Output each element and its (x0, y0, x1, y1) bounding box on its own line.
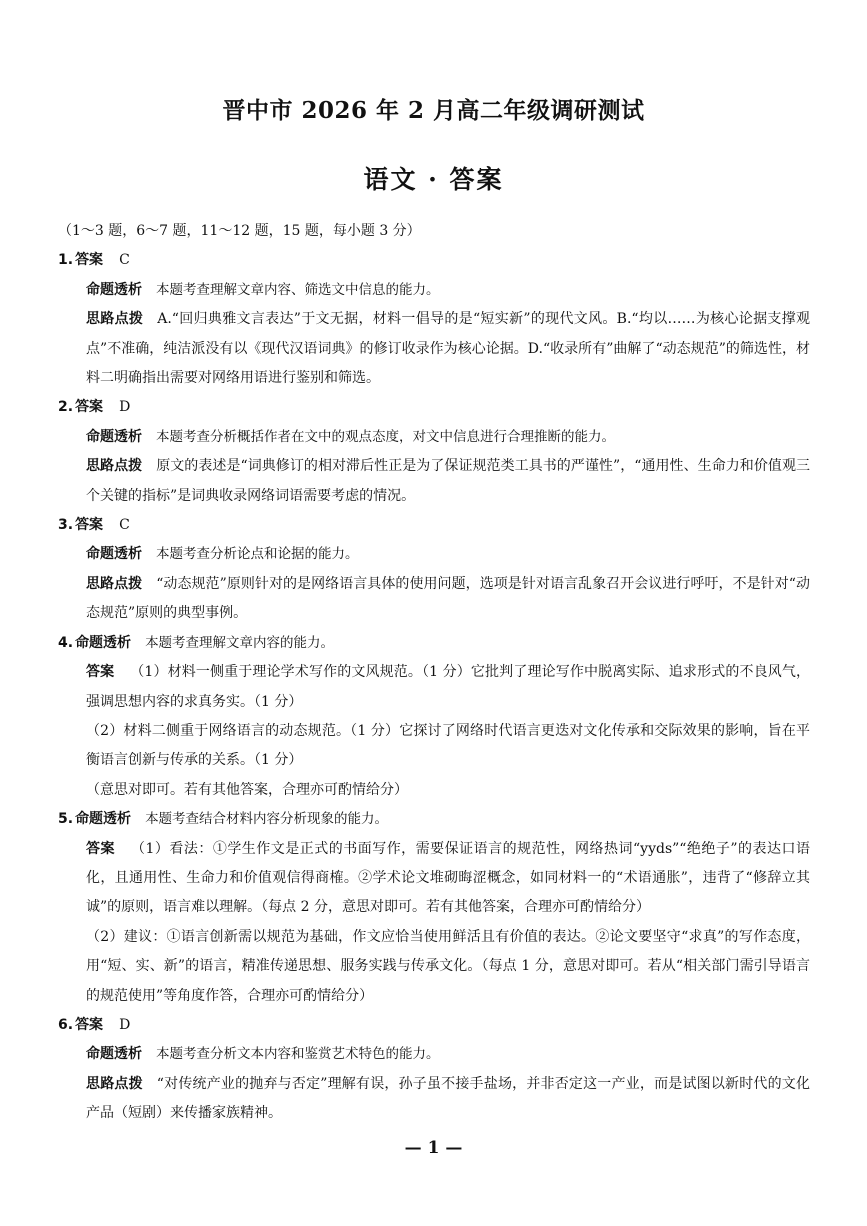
q6-analysis-text: 本题考查分析文本内容和鉴赏艺术特色的能力。 (156, 1046, 440, 1063)
q4-number: 4. (58, 634, 74, 651)
page-subtitle: 语文 · 答案 (363, 165, 504, 194)
q5-answer-2: （2）建议：①语言创新需以规范为基础，作文应恰当使用鲜活且有价值的表达。②论文要坚守“求真”的写作态度，用“短、实、新”的语言，精准传递思想、服务实践与传承文化。（每点 1 分，意思对即可。若从“相关部门需引导语言的规范使用”等角度作答，合理亦可酌情给分） (86, 928, 810, 1004)
q5-analysis-label: 命题透析 (75, 811, 132, 828)
q1-guide-label: 思路点拨 (86, 311, 144, 328)
q6-guide-text: “对传统产业的抛弃与否定”理解有误，孙子虽不接手盐场，并非否定这一产业，而是试图以新时代的文化产品（短剧）来传播家族精神。 (86, 1075, 811, 1122)
q1-analysis-row (58, 276, 810, 305)
q5-analysis-text: 本题考查结合材料内容分析现象的能力。 (145, 811, 389, 828)
q2-guide-row (58, 452, 810, 511)
q4-analysis-row (58, 629, 810, 658)
q1-answer-row (58, 246, 810, 275)
q3-analysis-label: 命题透析 (86, 546, 142, 563)
q1-analysis-label: 命题透析 (86, 281, 142, 298)
q2-analysis-label: 命题透析 (86, 428, 142, 445)
q3-answer-value: C (119, 517, 130, 534)
q3-answer-label: 答案 (75, 517, 104, 534)
q3-guide-text: “动态规范”原则针对的是网络语言具体的使用问题，选项是针对语言乱象召开会议进行呼吁，不是针对“动态规范”原则的典型事例。 (86, 575, 810, 622)
q6-guide-row (58, 1070, 810, 1129)
q1-answer-value: C (119, 252, 130, 269)
q2-answer-label: 答案 (75, 399, 104, 416)
q3-analysis-text: 本题考查分析论点和论据的能力。 (156, 546, 359, 563)
q4-answer-1 (58, 658, 810, 717)
q5-answer-1 (58, 835, 810, 923)
q2-analysis-text: 本题考查分析概括作者在文中的观点态度，对文中信息进行合理推断的能力。 (156, 428, 615, 445)
q4-note: （意思对即可。若有其他答案，合理亦可酌情给分） (86, 781, 408, 798)
q1-guide-text: A.“回归典雅文言表达”于文无据，材料一倡导的是“短实新”的现代文风。B.“均以……为核心论据支撑观点”不准确，纯洁派没有以《现代汉语词典》的修订收录作为核心论据。D.“收录所有”曲解了“动态规范”的筛选性，材料二明确指出需要对网络用语进行鉴别和筛选。 (86, 311, 810, 387)
answer-body (58, 217, 810, 1129)
q6-answer-row (58, 1011, 810, 1040)
q6-answer-label: 答案 (75, 1016, 104, 1033)
q3-analysis-row (58, 540, 810, 569)
q2-guide-text: 原文的表述是“词典修订的相对滞后性正是为了保证规范类工具书的严谨性”，“通用性、生命力和价值观三个关键的指标”是词典收录网络词语需要考虑的情况。 (86, 458, 810, 504)
q4-answer-label: 答案 (86, 664, 115, 681)
q1-number: 1. (58, 252, 74, 269)
q6-number: 6. (58, 1016, 74, 1033)
q3-guide-row (58, 570, 810, 629)
q6-guide-label: 思路点拨 (86, 1075, 143, 1092)
q1-analysis-text: 本题考查理解文章内容、筛选文中信息的能力。 (156, 281, 440, 298)
q6-analysis-label: 命题透析 (86, 1046, 142, 1063)
q2-number: 2. (58, 399, 74, 416)
q2-analysis-row (58, 423, 810, 452)
q3-number: 3. (58, 517, 74, 534)
q4-analysis-label: 命题透析 (75, 634, 132, 651)
q6-answer-value: D (119, 1016, 131, 1033)
q6-analysis-row (58, 1040, 810, 1069)
q5-number: 5. (58, 811, 74, 828)
q5-analysis-row (58, 805, 810, 834)
q5-answer-1-text: （1）看法：①学生作文是正式的书面写作，需要保证语言的规范性，网络热词“yyds”“绝绝子”的表达口语化，且通用性、生命力和价值观信得商榷。②学术论文堆砌晦涩概念，如同材料一的“术语通胀”，违背了“修辞立其诚”的原则，语言难以理解。（每点 2 分，意思对即可。若有其他答案，合理亦可酌情给分） (86, 840, 811, 916)
page-number: — 1 — (404, 1138, 463, 1158)
page-title: 晋中市 2026 年 2 月高二年级调研测试 (222, 97, 645, 124)
scoring-note: （1～3 题，6～7 题，11～12 题，15 题，每小题 3 分） (58, 223, 421, 239)
q2-answer-value: D (119, 399, 131, 416)
q4-answer-1-text: （1）材料一侧重于理论学术写作的文风规范。（1 分）它批判了理论写作中脱离实际、追求形式的不良风气，强调思想内容的求真务实。（1 分） (86, 664, 811, 710)
q1-guide-row (58, 305, 810, 393)
q3-answer-row (58, 511, 810, 540)
q4-analysis-text: 本题考查理解文章内容的能力。 (145, 634, 335, 651)
q2-guide-label: 思路点拨 (86, 458, 143, 475)
q3-guide-label: 思路点拨 (86, 575, 143, 592)
q5-answer-label: 答案 (86, 840, 115, 857)
q2-answer-row (58, 393, 810, 422)
q4-answer-2: （2）材料二侧重于网络语言的动态规范。（1 分）它探讨了网络时代语言更迭对文化传承和交际效果的影响，旨在平衡语言创新与传承的关系。（1 分） (86, 722, 810, 769)
q1-answer-label: 答案 (75, 252, 104, 269)
